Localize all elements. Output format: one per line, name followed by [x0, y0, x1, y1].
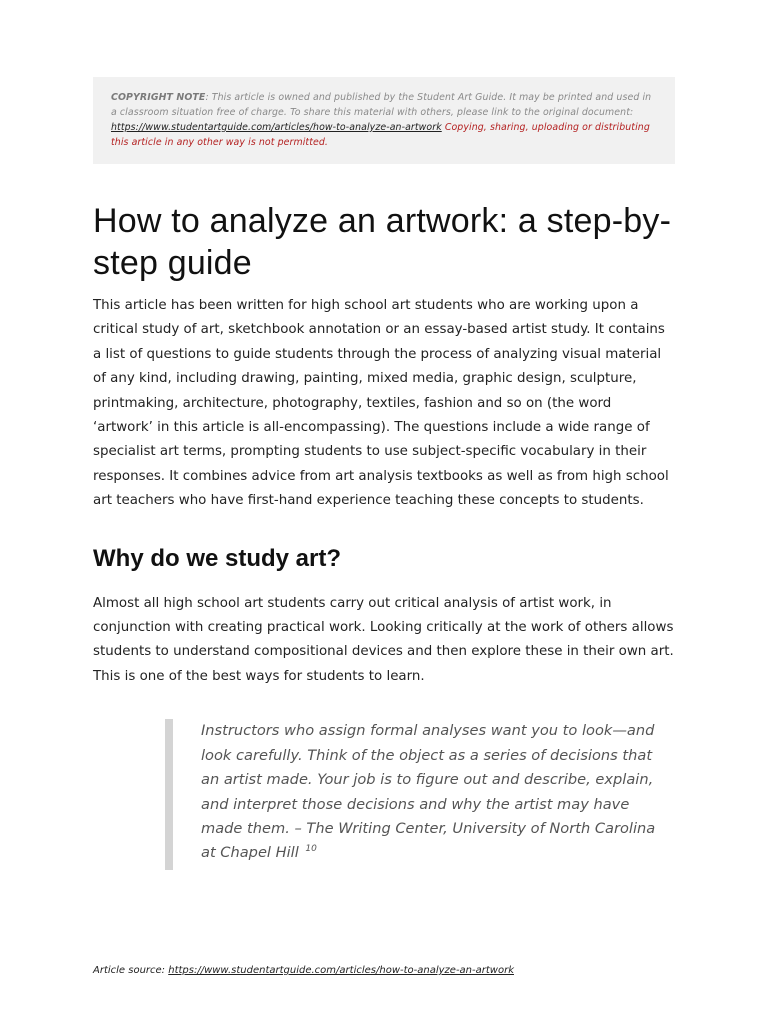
copyright-note [93, 77, 675, 164]
intro-paragraph: This article has been written for high school art students who are working upon a critical study of art, sketchbook annotation or an essay-based artist study. It contains a list of questions to guide students through the process of analyzing visual material of any kind, including drawing, painting, mixed media, graphic design, sculpture, printmaking, architecture, photography, textiles, fashion and so on (the word ‘artwork’ in this article is all-encompassing). The questions include a wide range of specialist art terms, prompting students to use subject-specific vocabulary in their responses. It combines advice from art analysis textbooks as well as from high school art teachers who have first-hand experience teaching these concepts to students. [93, 298, 669, 509]
copyright-link[interactable]: https://www.studentartguide.com/articles/how-to-analyze-an-artwork [111, 122, 442, 133]
footer-label: Article source: [93, 965, 169, 976]
section-paragraph: Almost all high school art students carry out critical analysis of artist work, in conjunction with creating practical work. Looking critically at the work of others allows students to understand compositional devices and then explore these in their own art. This is one of the best ways for students to learn. [93, 595, 674, 684]
copyright-warning: Copying, sharing, uploading or distributing this article in any other way is not permitted. [111, 122, 650, 148]
article-source-footer [93, 965, 514, 976]
copyright-label: COPYRIGHT NOTE [111, 92, 206, 103]
document-page [93, 77, 675, 870]
article-title: How to analyze an artwork: a step-by-step guide [93, 202, 672, 282]
footer-link[interactable]: https://www.studentartguide.com/articles/how-to-analyze-an-artwork [168, 965, 514, 976]
blockquote [165, 719, 671, 869]
section-heading: Why do we study art? [93, 544, 342, 572]
quote-text: Instructors who assign formal analyses want you to look—and look carefully. Think of the object as a series of decisions that an artist made. Your job is to figure out and describe, explain, and interpret those decisions and why the artist may have made them. – The Writing Center, University of North Carolina at Chapel Hill [201, 722, 656, 862]
quote-reference: 10 [305, 844, 317, 855]
copyright-text: : This article is owned and published by the Student Art Guide. It may be printed and used in a classroom situation free of charge. To share this material with others, please link to the original document: [111, 92, 652, 118]
